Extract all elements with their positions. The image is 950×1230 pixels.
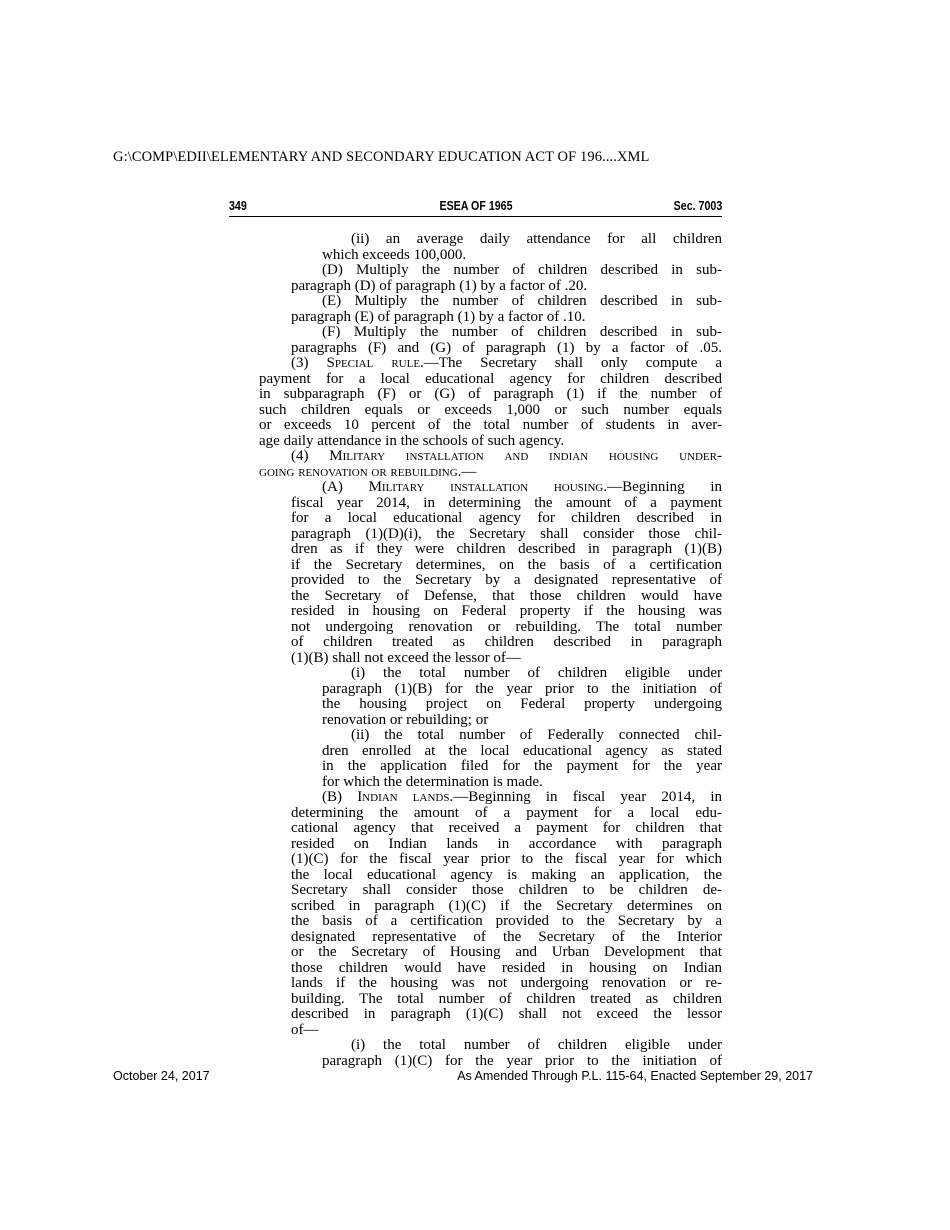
line-text: in the application filed for the payment for the year bbox=[322, 758, 722, 774]
line-text: (ii) an average daily attendance for all children bbox=[351, 231, 722, 247]
line-text: dren as if they were children described in paragraph (1)(B) bbox=[291, 541, 722, 557]
line-text: of— bbox=[291, 1021, 319, 1038]
line-text: (F) Multiply the number of children described in sub- bbox=[322, 324, 722, 340]
line-text: the local educational agency is making an application, the bbox=[291, 866, 722, 883]
line-text: Secretary shall consider those children to be children de- bbox=[291, 882, 722, 898]
section-heading: going renovation or rebuilding. bbox=[259, 463, 462, 480]
line-text: (1)(C) for the fiscal year prior to the fiscal year for which bbox=[291, 851, 722, 867]
section-heading: Military installation and indian housing under- bbox=[329, 448, 722, 464]
line-text: renovation or rebuilding; or bbox=[322, 711, 489, 728]
line-text: —Beginning in bbox=[607, 479, 723, 495]
line-text: —The Secretary shall only compute a bbox=[423, 355, 722, 371]
line-text: not undergoing renovation or rebuilding. The total number bbox=[291, 618, 722, 635]
line-text: resided on Indian lands in accordance with paragraph bbox=[291, 835, 722, 852]
line-text: provided to the Secretary by a designated representative of bbox=[291, 572, 722, 588]
line-text: the Secretary of Defense, that those children would have bbox=[291, 587, 722, 604]
line-text: described in paragraph (1)(C) shall not exceed the lessor bbox=[291, 1006, 722, 1022]
line-text: (ii) the total number of Federally connected chil- bbox=[351, 727, 722, 743]
line-text: (D) Multiply the number of children described in sub- bbox=[322, 262, 722, 278]
line-text: cational agency that received a payment for children that bbox=[291, 820, 722, 836]
line-text: of children treated as children described in paragraph bbox=[291, 634, 722, 650]
line-text: (1)(B) shall not exceed the lessor of— bbox=[291, 649, 521, 666]
line-text: determining the amount of a payment for a local edu- bbox=[291, 804, 722, 821]
footer-date: October 24, 2017 bbox=[113, 1069, 210, 1083]
line-text: the housing project on Federal property undergoing bbox=[322, 696, 722, 712]
line-text: or the Secretary of Housing and Urban Development that bbox=[291, 944, 722, 960]
line-text: such children equals or exceeds 1,000 or such number equals bbox=[259, 401, 722, 418]
line-text: if the Secretary determines, on the basis of a certification bbox=[291, 556, 722, 573]
text-line bbox=[291, 1007, 722, 1023]
line-text: —Beginning in fiscal year 2014, in bbox=[453, 789, 722, 805]
file-path: G:\COMP\EDII\ELEMENTARY AND SECONDARY EDUCATION ACT OF 196....XML bbox=[113, 149, 650, 165]
paragraph-number: (4) bbox=[291, 448, 330, 464]
line-text: or exceeds 10 percent of the total number of students in aver- bbox=[259, 417, 722, 433]
line-text: the basis of a certification provided to the Secretary by a bbox=[291, 913, 722, 929]
section-heading: Indian lands. bbox=[357, 789, 454, 805]
line-text: paragraphs (F) and (G) of paragraph (1) by a factor of .05. bbox=[291, 339, 722, 356]
line-text: — bbox=[461, 463, 477, 480]
line-text: (E) Multiply the number of children described in sub- bbox=[322, 293, 722, 309]
line-text: resided in housing on Federal property if the housing was bbox=[291, 603, 722, 619]
line-text: paragraph (E) of paragraph (1) by a factor of .10. bbox=[291, 308, 586, 325]
line-text: age daily attendance in the schools of such agency. bbox=[259, 432, 565, 449]
paragraph-number: (3) bbox=[291, 355, 327, 371]
paragraph-number: (B) bbox=[322, 789, 358, 805]
section-heading: Military installation housing. bbox=[368, 479, 608, 495]
line-text: scribed in paragraph (1)(C) if the Secretary determines on bbox=[291, 897, 722, 914]
footer-amended: As Amended Through P.L. 115-64, Enacted September 29, 2017 bbox=[457, 1069, 813, 1083]
line-text: (i) the total number of children eligible under bbox=[351, 665, 722, 681]
text-line bbox=[322, 1054, 722, 1070]
running-header bbox=[229, 198, 722, 217]
line-text: for a local educational agency for children described in bbox=[291, 510, 722, 526]
line-text: paragraph (1)(B) for the year prior to the initiation of bbox=[322, 680, 722, 697]
line-text: (i) the total number of children eligible under bbox=[351, 1037, 722, 1053]
paragraph-number: (A) bbox=[322, 479, 369, 495]
line-text: dren enrolled at the local educational agency as stated bbox=[322, 742, 722, 759]
line-text: which exceeds 100,000. bbox=[322, 246, 467, 263]
page-number: 349 bbox=[229, 198, 247, 213]
line-text: for which the determination is made. bbox=[322, 773, 543, 790]
section-number: Sec. 7003 bbox=[673, 198, 722, 213]
line-text: payment for a local educational agency for children described bbox=[259, 370, 722, 387]
line-text: paragraph (1)(D)(i), the Secretary shall consider those chil- bbox=[291, 525, 722, 542]
line-text: paragraph (D) of paragraph (1) by a factor of .20. bbox=[291, 277, 588, 294]
running-title: ESEA OF 1965 bbox=[438, 198, 513, 213]
line-text: those children would have resided in housing on Indian bbox=[291, 959, 722, 976]
line-text: designated representative of the Secretary of the Interior bbox=[291, 928, 722, 945]
line-text: building. The total number of children treated as children bbox=[291, 990, 722, 1007]
line-text: lands if the housing was not undergoing renovation or re- bbox=[291, 975, 722, 991]
line-text: paragraph (1)(C) for the year prior to the initiation of bbox=[322, 1052, 722, 1069]
section-heading: Special rule. bbox=[326, 355, 424, 371]
line-text: in subparagraph (F) or (G) of paragraph (1) if the number of bbox=[259, 386, 722, 402]
line-text: fiscal year 2014, in determining the amount of a payment bbox=[291, 494, 722, 511]
